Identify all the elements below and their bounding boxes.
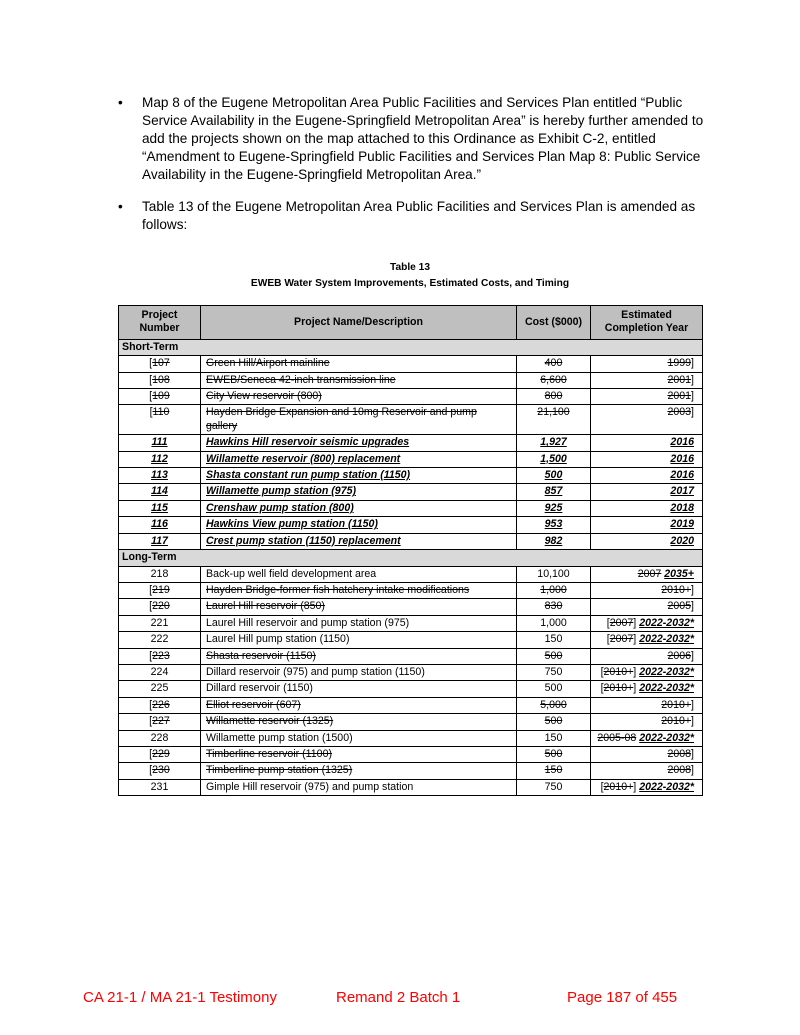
deleted-year: 2010+ <box>661 583 692 596</box>
cell-cost <box>517 517 591 533</box>
cell-cost <box>517 746 591 762</box>
new-year: 2022-2032* <box>639 665 694 678</box>
deleted-name: Timberline pump station (1325) <box>206 764 353 777</box>
deleted-number: 220 <box>152 600 170 613</box>
cell-project-name <box>201 779 517 795</box>
footer-batch-label: Remand 2 Batch 1 <box>336 989 461 1006</box>
added-number: 111 <box>151 436 168 449</box>
added-cost: 953 <box>544 518 563 531</box>
cell-cost <box>517 615 591 631</box>
cell-cost <box>517 714 591 730</box>
cell-project-name <box>201 599 517 615</box>
deleted-cost: 500 <box>544 747 563 760</box>
added-name: Crest pump station (1150) replacement <box>206 534 401 547</box>
footer-case-label: CA 21-1 / MA 21-1 Testimony <box>83 989 277 1006</box>
cell-project-name <box>201 730 517 746</box>
table-title: Table 13 <box>389 262 430 273</box>
table-row <box>119 356 703 372</box>
cell-project-number <box>119 615 201 631</box>
cell-project-name <box>201 372 517 388</box>
cell-project-number <box>119 435 201 451</box>
project-number: 231 <box>150 780 169 793</box>
cell-cost <box>517 681 591 697</box>
table-row <box>119 730 703 746</box>
table-row <box>119 681 703 697</box>
project-cost: 150 <box>544 633 563 646</box>
deleted-cost: 800 <box>544 390 563 403</box>
cell-project-name <box>201 389 517 405</box>
old-year: 2005-08 <box>597 731 637 744</box>
cell-project-number <box>119 681 201 697</box>
cell-project-number: [220 <box>119 599 201 615</box>
cell-completion-year: [2007] 2022-2032* <box>591 615 703 631</box>
deleted-name: Shasta reservoir (1150) <box>206 649 316 662</box>
deleted-name: Timberline reservoir (1100) <box>206 747 332 760</box>
deleted-number: 110 <box>152 406 170 419</box>
cell-cost <box>517 582 591 598</box>
cell-cost <box>517 730 591 746</box>
deleted-name: Willamette reservoir (1325) <box>206 715 334 728</box>
cell-project-number: [223 <box>119 648 201 664</box>
new-year: 2022-2032* <box>639 780 694 793</box>
section-label: Short-Term <box>119 339 703 355</box>
deleted-cost: 1,000 <box>540 583 567 596</box>
deleted-year: 2008 <box>667 764 692 777</box>
table-row <box>119 746 703 762</box>
cell-project-number <box>119 484 201 500</box>
cell-completion-year: 2010+] <box>591 697 703 713</box>
deleted-number: 219 <box>152 583 170 596</box>
cell-project-name <box>201 632 517 648</box>
section-row-long-term <box>119 550 703 566</box>
added-number: 117 <box>151 534 168 547</box>
cell-project-name <box>201 681 517 697</box>
cell-cost <box>517 372 591 388</box>
section-label: Long-Term <box>119 550 703 566</box>
deleted-number: 108 <box>152 373 170 386</box>
deleted-cost: 6,600 <box>540 373 567 386</box>
added-name: Willamette pump station (975) <box>206 485 357 498</box>
table-row <box>119 632 703 648</box>
added-number: 112 <box>151 452 168 465</box>
table-row <box>119 697 703 713</box>
deleted-name: Hayden Bridge-former fish hatchery intake modifications <box>206 583 470 596</box>
cell-cost <box>517 779 591 795</box>
bullet-text: Map 8 of the Eugene Metropolitan Area Public Facilities and Services Plan entitled “Public Service Availability in the Eugene-Springfield Metropolitan Area” is hereby further amended to add the projects shown on the map attached to this Ordinance as Exhibit C-2, entitled “Amendment to Eugene-Springfield Public Facilities and Services Plan Map 8: Public Service Availability in the Eugene-Springfield Metropolitan Area.” <box>142 95 704 182</box>
deleted-name: City View reservoir (800) <box>206 390 322 403</box>
new-year: 2022-2032* <box>639 616 694 629</box>
cell-project-name <box>201 697 517 713</box>
deleted-cost: 500 <box>544 715 563 728</box>
added-year: 2020 <box>670 534 694 547</box>
deleted-name: Laurel Hill reservoir (850) <box>206 600 325 613</box>
deleted-cost: 21,100 <box>537 406 570 419</box>
cell-cost <box>517 599 591 615</box>
cell-project-name <box>201 763 517 779</box>
cell-completion-year: 2010+] <box>591 714 703 730</box>
cell-completion-year: 1999] <box>591 356 703 372</box>
table-row <box>119 517 703 533</box>
deleted-number: 107 <box>152 357 170 370</box>
old-year: 2007 <box>609 633 634 646</box>
cell-project-number <box>119 730 201 746</box>
table-row <box>119 468 703 484</box>
table-row <box>119 615 703 631</box>
project-cost: 150 <box>544 731 563 744</box>
table-row <box>119 389 703 405</box>
deleted-name: Green Hill/Airport mainline <box>206 357 330 370</box>
table-row <box>119 451 703 467</box>
cell-completion-year <box>591 484 703 500</box>
cell-project-number <box>119 500 201 516</box>
cell-completion-year <box>591 566 703 582</box>
table-subtitle: EWEB Water System Improvements, Estimated Costs, and Timing <box>250 278 570 289</box>
added-name: Shasta constant run pump station (1150) <box>206 469 411 482</box>
table-row <box>119 435 703 451</box>
added-cost: 925 <box>544 501 563 514</box>
added-year: 2019 <box>670 518 694 531</box>
project-name: Willamette pump station (1500) <box>206 731 353 744</box>
old-year: 2010+ <box>603 780 634 793</box>
deleted-year: 2005 <box>667 600 692 613</box>
new-year: 2035+ <box>664 567 694 580</box>
deleted-number: 229 <box>152 747 170 760</box>
cell-project-name <box>201 500 517 516</box>
added-cost: 857 <box>544 485 563 498</box>
cell-cost <box>517 405 591 435</box>
table-row <box>119 566 703 582</box>
added-number: 116 <box>151 518 168 531</box>
cell-project-number: [229 <box>119 746 201 762</box>
bullet-icon: • <box>118 95 123 110</box>
project-number: 221 <box>150 616 169 629</box>
cell-project-number: [107 <box>119 356 201 372</box>
cell-project-number <box>119 468 201 484</box>
project-name: Gimple Hill reservoir (975) and pump station <box>206 780 414 793</box>
cell-completion-year: 2001] <box>591 372 703 388</box>
deleted-number: 227 <box>152 715 170 728</box>
deleted-number: 226 <box>152 698 170 711</box>
cell-project-name <box>201 484 517 500</box>
cell-project-name <box>201 714 517 730</box>
cell-completion-year <box>591 468 703 484</box>
added-cost: 1,500 <box>540 452 567 465</box>
cell-project-name <box>201 648 517 664</box>
footer-page-number: Page 187 of 455 <box>567 989 678 1006</box>
bullet-table-13-amendment <box>118 198 708 234</box>
new-year: 2022-2032* <box>639 682 694 695</box>
bullet-text: Table 13 of the Eugene Metropolitan Area Public Facilities and Services Plan is amended as follows: <box>142 199 696 232</box>
deleted-year: 2003 <box>667 406 692 419</box>
project-cost: 750 <box>544 780 563 793</box>
bullet-map-8-amendment <box>118 94 708 184</box>
project-number: 228 <box>150 731 169 744</box>
deleted-number: 223 <box>152 649 170 662</box>
added-year: 2018 <box>670 501 694 514</box>
cell-project-name <box>201 566 517 582</box>
cell-completion-year: [2010+] 2022-2032* <box>591 779 703 795</box>
project-name: Dillard reservoir (975) and pump station (1150) <box>206 665 425 678</box>
header-completion-year: Estimated Completion Year <box>591 306 703 340</box>
deleted-name: Elliot reservoir (607) <box>206 698 301 711</box>
old-year: 2007 <box>609 616 634 629</box>
cell-project-number <box>119 566 201 582</box>
added-number: 115 <box>151 501 168 514</box>
cell-project-number: [108 <box>119 372 201 388</box>
cell-project-name <box>201 435 517 451</box>
deleted-year: 2010+ <box>661 715 692 728</box>
project-cost: 750 <box>544 665 563 678</box>
added-year: 2017 <box>670 485 694 498</box>
cell-cost <box>517 697 591 713</box>
added-year: 2016 <box>670 469 694 482</box>
table-row <box>119 714 703 730</box>
deleted-name: EWEB/Seneca 42-inch transmission line <box>206 373 396 386</box>
project-name: Laurel Hill pump station (1150) <box>206 633 350 646</box>
bullet-list <box>118 94 708 248</box>
deleted-cost: 400 <box>544 357 563 370</box>
cell-completion-year <box>591 435 703 451</box>
deleted-year: 2001 <box>667 373 692 386</box>
project-number: 222 <box>150 633 169 646</box>
table-row <box>119 648 703 664</box>
cell-project-name <box>201 533 517 549</box>
cell-project-number <box>119 664 201 680</box>
cell-cost <box>517 533 591 549</box>
cell-project-name <box>201 582 517 598</box>
cell-completion-year: 2006] <box>591 648 703 664</box>
cell-project-name <box>201 356 517 372</box>
cell-cost <box>517 451 591 467</box>
old-year: 2007 <box>637 567 662 580</box>
added-year: 2016 <box>670 452 694 465</box>
cell-completion-year: 2001] <box>591 389 703 405</box>
header-cost: Cost ($000) <box>517 306 591 340</box>
cell-project-name <box>201 517 517 533</box>
cell-completion-year: 2003] <box>591 405 703 435</box>
deleted-number: 109 <box>152 390 170 403</box>
bullet-icon: • <box>118 199 123 214</box>
header-project-number: Project Number <box>119 306 201 340</box>
table-row <box>119 372 703 388</box>
old-year: 2010+ <box>603 665 634 678</box>
cell-project-number: [219 <box>119 582 201 598</box>
cell-project-number <box>119 533 201 549</box>
added-number: 114 <box>151 485 168 498</box>
cell-completion-year <box>591 500 703 516</box>
added-cost: 1,927 <box>540 436 567 449</box>
table-row <box>119 484 703 500</box>
table-row <box>119 533 703 549</box>
cell-completion-year <box>591 533 703 549</box>
deleted-cost: 830 <box>544 600 563 613</box>
deleted-cost: 500 <box>544 649 563 662</box>
cell-cost <box>517 500 591 516</box>
deleted-cost: 5,000 <box>540 698 567 711</box>
added-name: Hawkins Hill reservoir seismic upgrades <box>206 436 410 449</box>
added-cost: 982 <box>544 534 563 547</box>
cell-project-name <box>201 451 517 467</box>
cell-cost <box>517 435 591 451</box>
eweb-improvements-table <box>118 305 703 796</box>
cell-completion-year <box>591 730 703 746</box>
cell-cost <box>517 566 591 582</box>
cell-project-name <box>201 746 517 762</box>
cell-project-number: [226 <box>119 697 201 713</box>
project-number: 225 <box>150 682 169 695</box>
cell-cost <box>517 648 591 664</box>
project-cost: 10,100 <box>537 567 570 580</box>
cell-project-number: [110 <box>119 405 201 435</box>
project-number: 224 <box>150 665 169 678</box>
deleted-cost: 150 <box>544 764 563 777</box>
cell-cost <box>517 389 591 405</box>
added-name: Hawkins View pump station (1150) <box>206 518 378 531</box>
table-row <box>119 500 703 516</box>
added-number: 113 <box>151 469 168 482</box>
table-row <box>119 599 703 615</box>
table-row <box>119 779 703 795</box>
cell-cost <box>517 356 591 372</box>
table-row <box>119 582 703 598</box>
added-cost: 500 <box>544 469 563 482</box>
cell-completion-year <box>591 517 703 533</box>
project-number: 218 <box>150 567 169 580</box>
cell-completion-year: [2007] 2022-2032* <box>591 632 703 648</box>
deleted-year: 2001 <box>667 390 692 403</box>
cell-completion-year: [2010+] 2022-2032* <box>591 664 703 680</box>
cell-completion-year <box>591 451 703 467</box>
cell-project-number <box>119 517 201 533</box>
section-row-short-term <box>119 339 703 355</box>
cell-project-name <box>201 615 517 631</box>
deleted-number: 230 <box>152 764 170 777</box>
cell-project-name <box>201 468 517 484</box>
added-name: Willamette reservoir (800) replacement <box>206 452 401 465</box>
project-name: Laurel Hill reservoir and pump station (975) <box>206 616 410 629</box>
table-row <box>119 664 703 680</box>
project-cost: 1,000 <box>540 616 567 629</box>
project-cost: 500 <box>544 682 563 695</box>
table-row <box>119 763 703 779</box>
cell-completion-year: [2010+] 2022-2032* <box>591 681 703 697</box>
cell-project-number: [230 <box>119 763 201 779</box>
deleted-name: Hayden Bridge Expansion and 10mg Reservoir and pump gallery <box>206 406 477 432</box>
cell-cost <box>517 468 591 484</box>
deleted-year: 2006 <box>667 649 692 662</box>
table-header-row <box>119 306 703 340</box>
cell-cost <box>517 664 591 680</box>
table-row <box>119 405 703 435</box>
deleted-year: 1999 <box>667 357 692 370</box>
cell-project-number: [227 <box>119 714 201 730</box>
deleted-year: 2010+ <box>661 698 692 711</box>
cell-completion-year: 2008] <box>591 763 703 779</box>
cell-cost <box>517 632 591 648</box>
cell-completion-year: 2010+] <box>591 582 703 598</box>
header-project-name: Project Name/Description <box>201 306 517 340</box>
added-year: 2016 <box>670 436 694 449</box>
added-name: Crenshaw pump station (800) <box>206 501 354 514</box>
new-year: 2022-2032* <box>639 633 694 646</box>
new-year: 2022-2032* <box>639 731 694 744</box>
cell-project-number <box>119 779 201 795</box>
cell-completion-year: 2005] <box>591 599 703 615</box>
project-name: Back-up well field development area <box>206 567 377 580</box>
cell-project-name <box>201 664 517 680</box>
cell-cost <box>517 763 591 779</box>
cell-completion-year: 2008] <box>591 746 703 762</box>
deleted-year: 2008 <box>667 747 692 760</box>
table-body <box>119 339 703 795</box>
cell-project-number <box>119 632 201 648</box>
cell-project-number <box>119 451 201 467</box>
project-name: Dillard reservoir (1150) <box>206 682 313 695</box>
cell-cost <box>517 484 591 500</box>
cell-project-number: [109 <box>119 389 201 405</box>
cell-project-name <box>201 405 517 435</box>
old-year: 2010+ <box>603 682 634 695</box>
